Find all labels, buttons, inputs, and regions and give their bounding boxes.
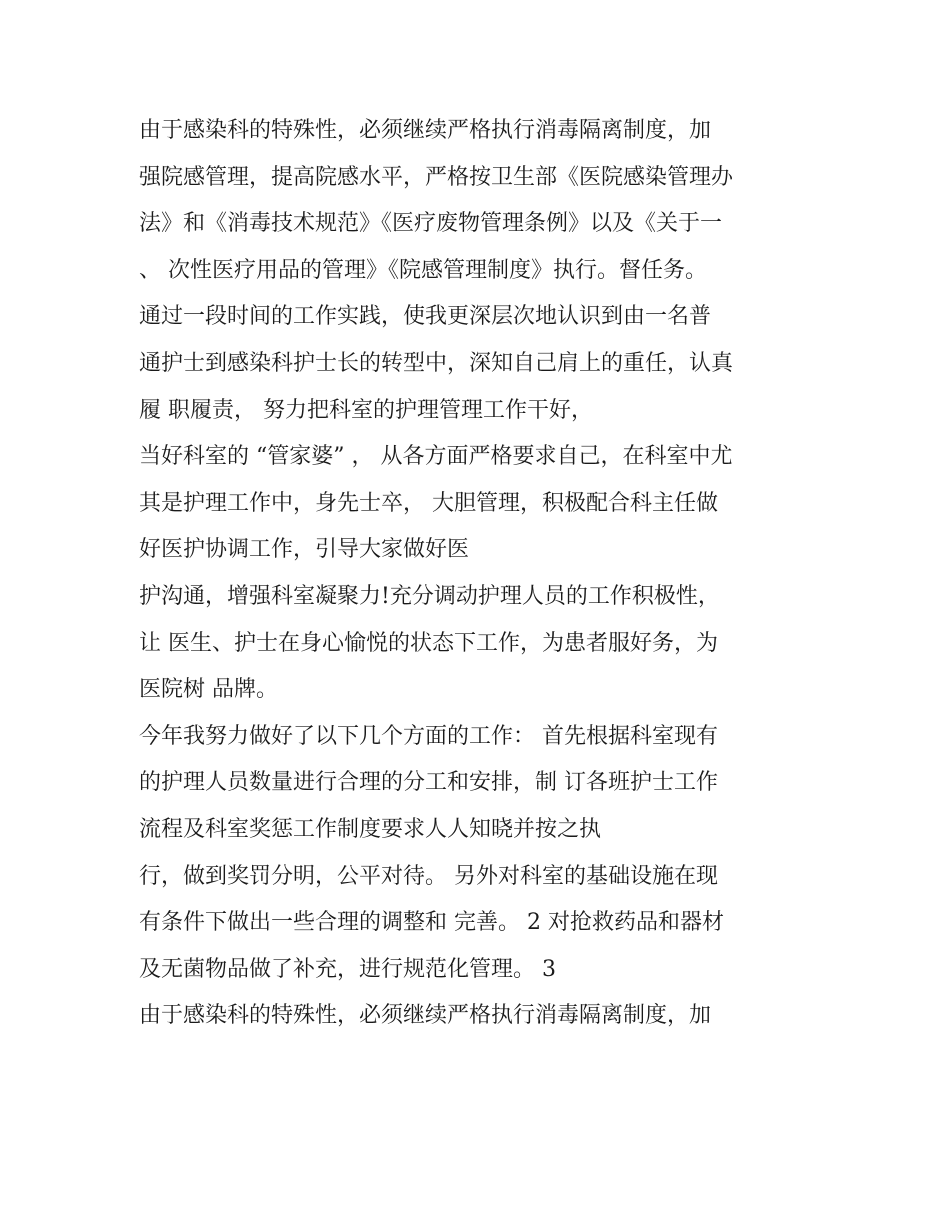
text-line: 法》和《消毒技术规范》《医疗废物管理条例》以及《关于一 (139, 211, 723, 237)
text-line: 其是护理工作中，身先士卒， 大胆管理，积极配合科主任做 (139, 490, 718, 516)
text-line: 护沟通，增强科室凝聚力!充分调动护理人员的工作积极性， (139, 583, 720, 609)
text-line: 医院树 品牌。 (139, 677, 278, 703)
text-line: 有条件下做出一些合理的调整和 完善。 2 对抢救药品和器材 (139, 910, 724, 936)
text-line: 由于感染科的特殊性，必须继续严格执行消毒隔离制度，加 (139, 118, 712, 143)
text-line: 行，做到奖罚分明，公平对待。 另外对科室的基础设施在现 (139, 863, 718, 889)
text-line: 好医护协调工作，引导大家做好医 (139, 537, 470, 563)
text-line: 当好科室的 “管家婆” ， 从各方面严格要求自己，在科室中尤 (139, 444, 733, 470)
text-line: 由于感染科的特殊性，必须继续严格执行消毒隔离制度，加 (139, 1003, 712, 1029)
text-line: 履 职履责， 努力把科室的护理管理工作干好， (139, 397, 593, 423)
text-line: 让 医生、护士在身心愉悦的状态下工作，为患者服好务，为 (139, 630, 718, 656)
document-body-text (139, 108, 829, 1040)
text-line: 今年我努力做好了以下几个方面的工作： 首先根据科室现有 (139, 723, 718, 749)
text-line: 通护士到感染科护士长的转型中，深知自己肩上的重任，认真 (139, 350, 734, 376)
text-line: 及无菌物品做了补充，进行规范化管理。 3 (139, 956, 556, 982)
text-line: 的护理人员数量进行合理的分工和安排，制 订各班护士工作 (139, 770, 718, 796)
text-line: 、 次性医疗用品的管理》《院感管理制度》执行。督任务。 (139, 257, 707, 283)
text-line: 强院感管理，提高院感水平，严格按卫生部《医院感染管理办 (139, 164, 734, 190)
text-line: 流程及科室奖惩工作制度要求人人知晓并按之执 (139, 816, 602, 842)
text-line: 通过一段时间的工作实践，使我更深层次地认识到由一名普 (139, 304, 712, 330)
